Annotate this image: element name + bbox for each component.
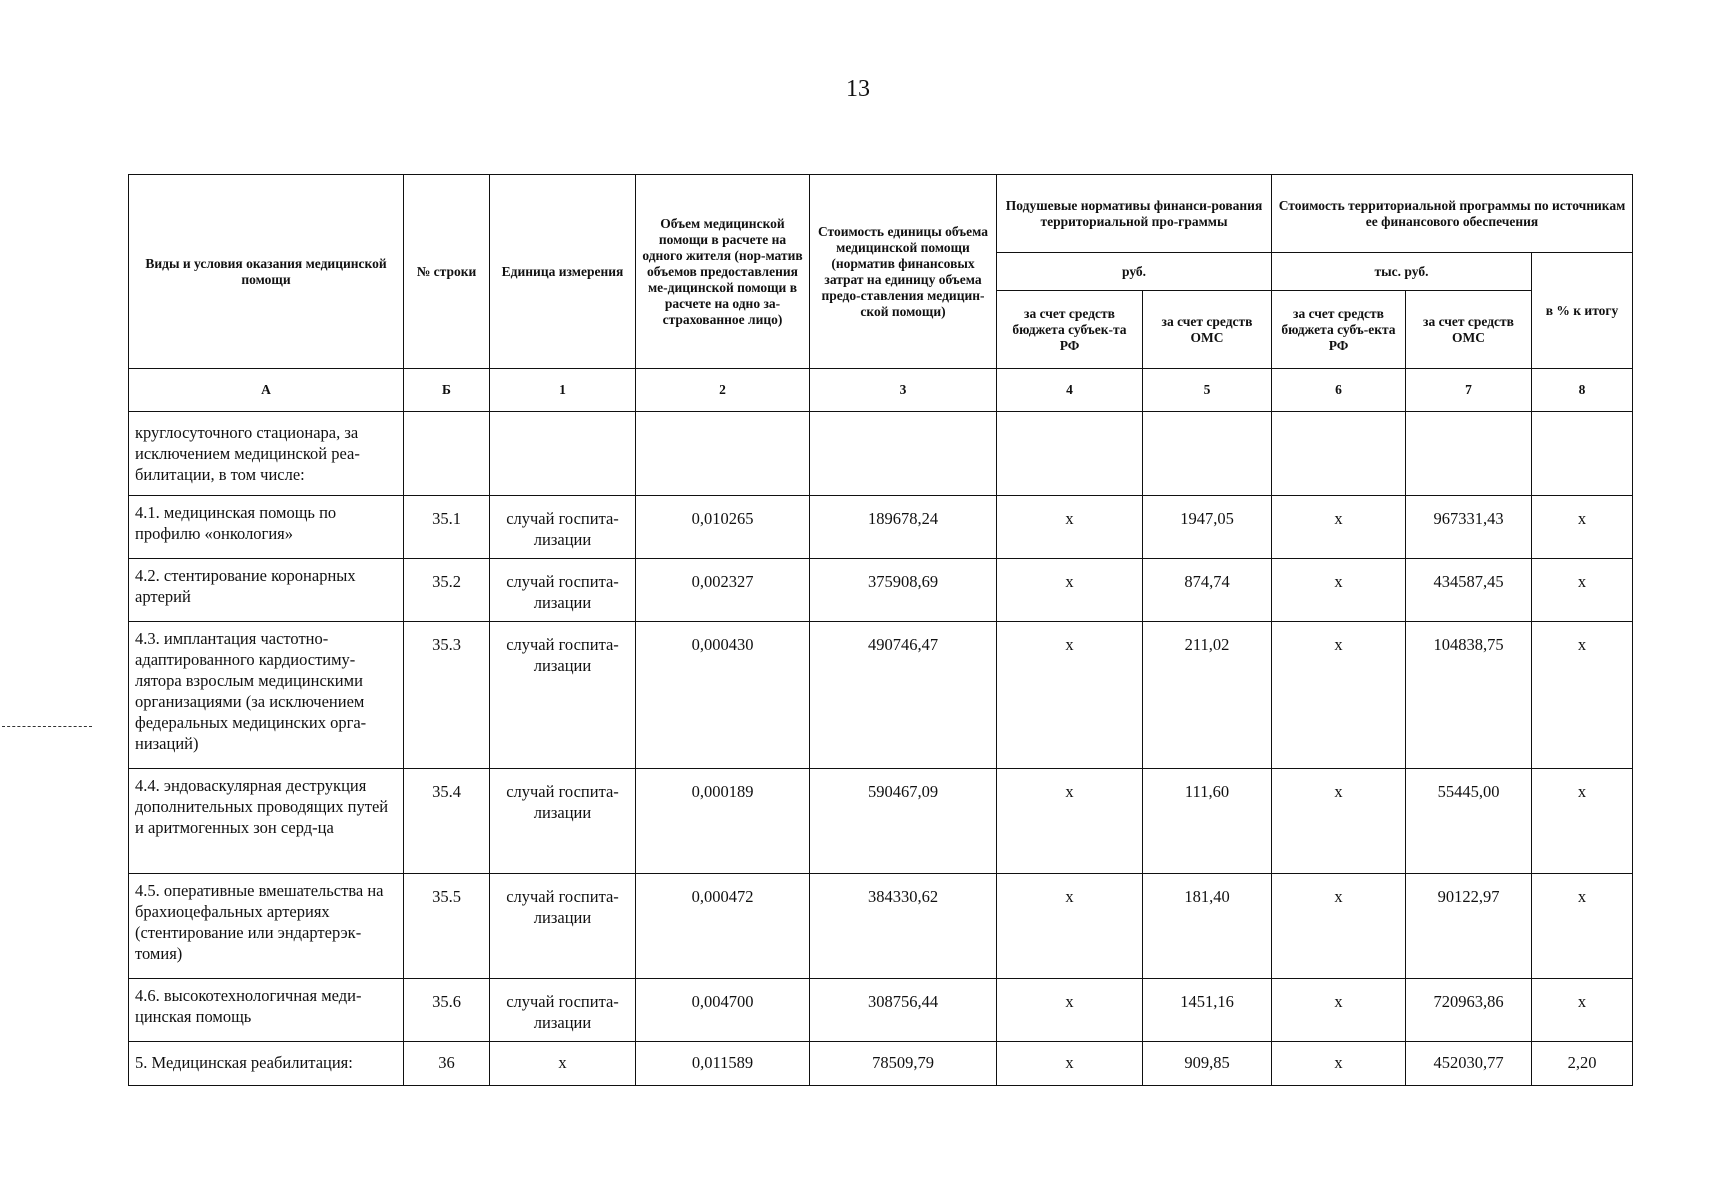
index-cell: 3 (810, 369, 997, 412)
index-cell: 6 (1272, 369, 1406, 412)
row-cost: 189678,24 (810, 496, 997, 559)
row-c8: х (1532, 559, 1633, 622)
row-volume: 0,011589 (636, 1042, 810, 1086)
row-unit: случай госпита-лизации (490, 496, 636, 559)
row-cost: 490746,47 (810, 622, 997, 769)
row-volume: 0,010265 (636, 496, 810, 559)
table-row (129, 769, 1633, 874)
row-c7: 452030,77 (1406, 1042, 1532, 1086)
row-c8: х (1532, 769, 1633, 874)
row-c5: 874,74 (1143, 559, 1272, 622)
scan-artifact-line (2, 726, 92, 727)
header-oms-thousand: за счет средств ОМС (1406, 291, 1532, 369)
table-row (129, 1042, 1633, 1086)
row-c5: 181,40 (1143, 874, 1272, 979)
row-c8: х (1532, 496, 1633, 559)
header-oms-rub: за счет средств ОМС (1143, 291, 1272, 369)
index-cell: А (129, 369, 404, 412)
header-volume: Объем медицинской помощи в расчете на одного жителя (нор-матив объемов предоставления ме-дицинской помощи в расчете на одно за-страхованное лицо) (636, 175, 810, 369)
row-c6: х (1272, 874, 1406, 979)
table-row (129, 496, 1633, 559)
row-c5 (1143, 412, 1272, 496)
row-cost: 590467,09 (810, 769, 997, 874)
row-volume: 0,002327 (636, 559, 810, 622)
row-name: 4.4. эндоваскулярная деструкция дополнительных проводящих путей и аритмогенных зон серд-ца (129, 769, 404, 874)
row-c7: 967331,43 (1406, 496, 1532, 559)
row-c7: 434587,45 (1406, 559, 1532, 622)
index-cell: Б (404, 369, 490, 412)
row-name: 4.5. оперативные вмешательства на брахиоцефальных артериях (стентирование или эндартерэк-томия) (129, 874, 404, 979)
row-c8: х (1532, 874, 1633, 979)
row-volume: 0,000189 (636, 769, 810, 874)
row-line: 35.5 (404, 874, 490, 979)
row-unit: случай госпита-лизации (490, 874, 636, 979)
row-cost: 308756,44 (810, 979, 997, 1042)
row-volume: 0,000472 (636, 874, 810, 979)
row-line: 35.2 (404, 559, 490, 622)
header-line-number: № строки (404, 175, 490, 369)
row-unit: случай госпита-лизации (490, 559, 636, 622)
row-c8 (1532, 412, 1633, 496)
row-unit: случай госпита-лизации (490, 769, 636, 874)
header-unit-thousand-rub: тыс. руб. (1272, 253, 1532, 291)
row-c7: 55445,00 (1406, 769, 1532, 874)
table-row (129, 559, 1633, 622)
row-c4: х (997, 1042, 1143, 1086)
index-cell: 2 (636, 369, 810, 412)
header-budget-rub: за счет средств бюджета субъек-та РФ (997, 291, 1143, 369)
row-line (404, 412, 490, 496)
row-name: 4.3. имплантация частотно-адаптированного кардиостиму-лятора взрослым медицинскими организациями (за исключением федеральных медицинских орга-низаций) (129, 622, 404, 769)
budget-table (128, 174, 1633, 1086)
index-cell: 7 (1406, 369, 1532, 412)
header-percent-total: в % к итогу (1532, 253, 1633, 369)
table-row (129, 622, 1633, 769)
row-c4: х (997, 979, 1143, 1042)
header-budget-thousand: за счет средств бюджета субъ-екта РФ (1272, 291, 1406, 369)
index-cell: 1 (490, 369, 636, 412)
row-c5: 111,60 (1143, 769, 1272, 874)
row-name: 4.2. стентирование коронарных артерий (129, 559, 404, 622)
row-name: 4.1. медицинская помощь по профилю «онкология» (129, 496, 404, 559)
row-c5: 909,85 (1143, 1042, 1272, 1086)
row-c4: х (997, 874, 1143, 979)
header-per-capita-group: Подушевые нормативы финанси-рования территориальной про-граммы (997, 175, 1272, 253)
row-cost: 78509,79 (810, 1042, 997, 1086)
row-c4: х (997, 769, 1143, 874)
row-volume (636, 412, 810, 496)
row-line: 35.4 (404, 769, 490, 874)
table-row (129, 412, 1633, 496)
row-c8: х (1532, 979, 1633, 1042)
index-cell: 8 (1532, 369, 1633, 412)
header-unit: Единица измерения (490, 175, 636, 369)
row-cost (810, 412, 997, 496)
header-unit-cost: Стоимость единицы объема медицинской помощи (норматив финансовых затрат на единицу объема предо-ставления медицин-ской помощи) (810, 175, 997, 369)
row-volume: 0,004700 (636, 979, 810, 1042)
header-unit-rub: руб. (997, 253, 1272, 291)
row-c6: х (1272, 769, 1406, 874)
page-number: 13 (846, 76, 870, 102)
row-name: круглосуточного стационара, за исключением медицинской реа-билитации, в том числе: (129, 412, 404, 496)
row-cost: 384330,62 (810, 874, 997, 979)
row-c6: х (1272, 496, 1406, 559)
row-c8: 2,20 (1532, 1042, 1633, 1086)
row-line: 35.3 (404, 622, 490, 769)
row-c5: 1451,16 (1143, 979, 1272, 1042)
row-c4 (997, 412, 1143, 496)
row-line: 35.6 (404, 979, 490, 1042)
row-c4: х (997, 496, 1143, 559)
row-c5: 1947,05 (1143, 496, 1272, 559)
row-c4: х (997, 559, 1143, 622)
table-row (129, 979, 1633, 1042)
row-name: 5. Медицинская реабилитация: (129, 1042, 404, 1086)
table-row (129, 874, 1633, 979)
row-c6: х (1272, 1042, 1406, 1086)
row-c6: х (1272, 979, 1406, 1042)
row-c7: 104838,75 (1406, 622, 1532, 769)
row-unit: случай госпита-лизации (490, 979, 636, 1042)
row-c7: 720963,86 (1406, 979, 1532, 1042)
row-c5: 211,02 (1143, 622, 1272, 769)
row-c6: х (1272, 622, 1406, 769)
row-name: 4.6. высокотехнологичная меди-цинская помощь (129, 979, 404, 1042)
row-c7 (1406, 412, 1532, 496)
header-program-cost-group: Стоимость территориальной программы по источникам ее финансового обеспечения (1272, 175, 1633, 253)
row-unit (490, 412, 636, 496)
row-c6 (1272, 412, 1406, 496)
row-c4: х (997, 622, 1143, 769)
row-line: 36 (404, 1042, 490, 1086)
index-cell: 5 (1143, 369, 1272, 412)
row-volume: 0,000430 (636, 622, 810, 769)
index-cell: 4 (997, 369, 1143, 412)
row-c7: 90122,97 (1406, 874, 1532, 979)
row-cost: 375908,69 (810, 559, 997, 622)
row-unit: х (490, 1042, 636, 1086)
row-c8: х (1532, 622, 1633, 769)
row-unit: случай госпита-лизации (490, 622, 636, 769)
header-types-conditions: Виды и условия оказания медицинской помощи (129, 175, 404, 369)
row-c6: х (1272, 559, 1406, 622)
row-line: 35.1 (404, 496, 490, 559)
